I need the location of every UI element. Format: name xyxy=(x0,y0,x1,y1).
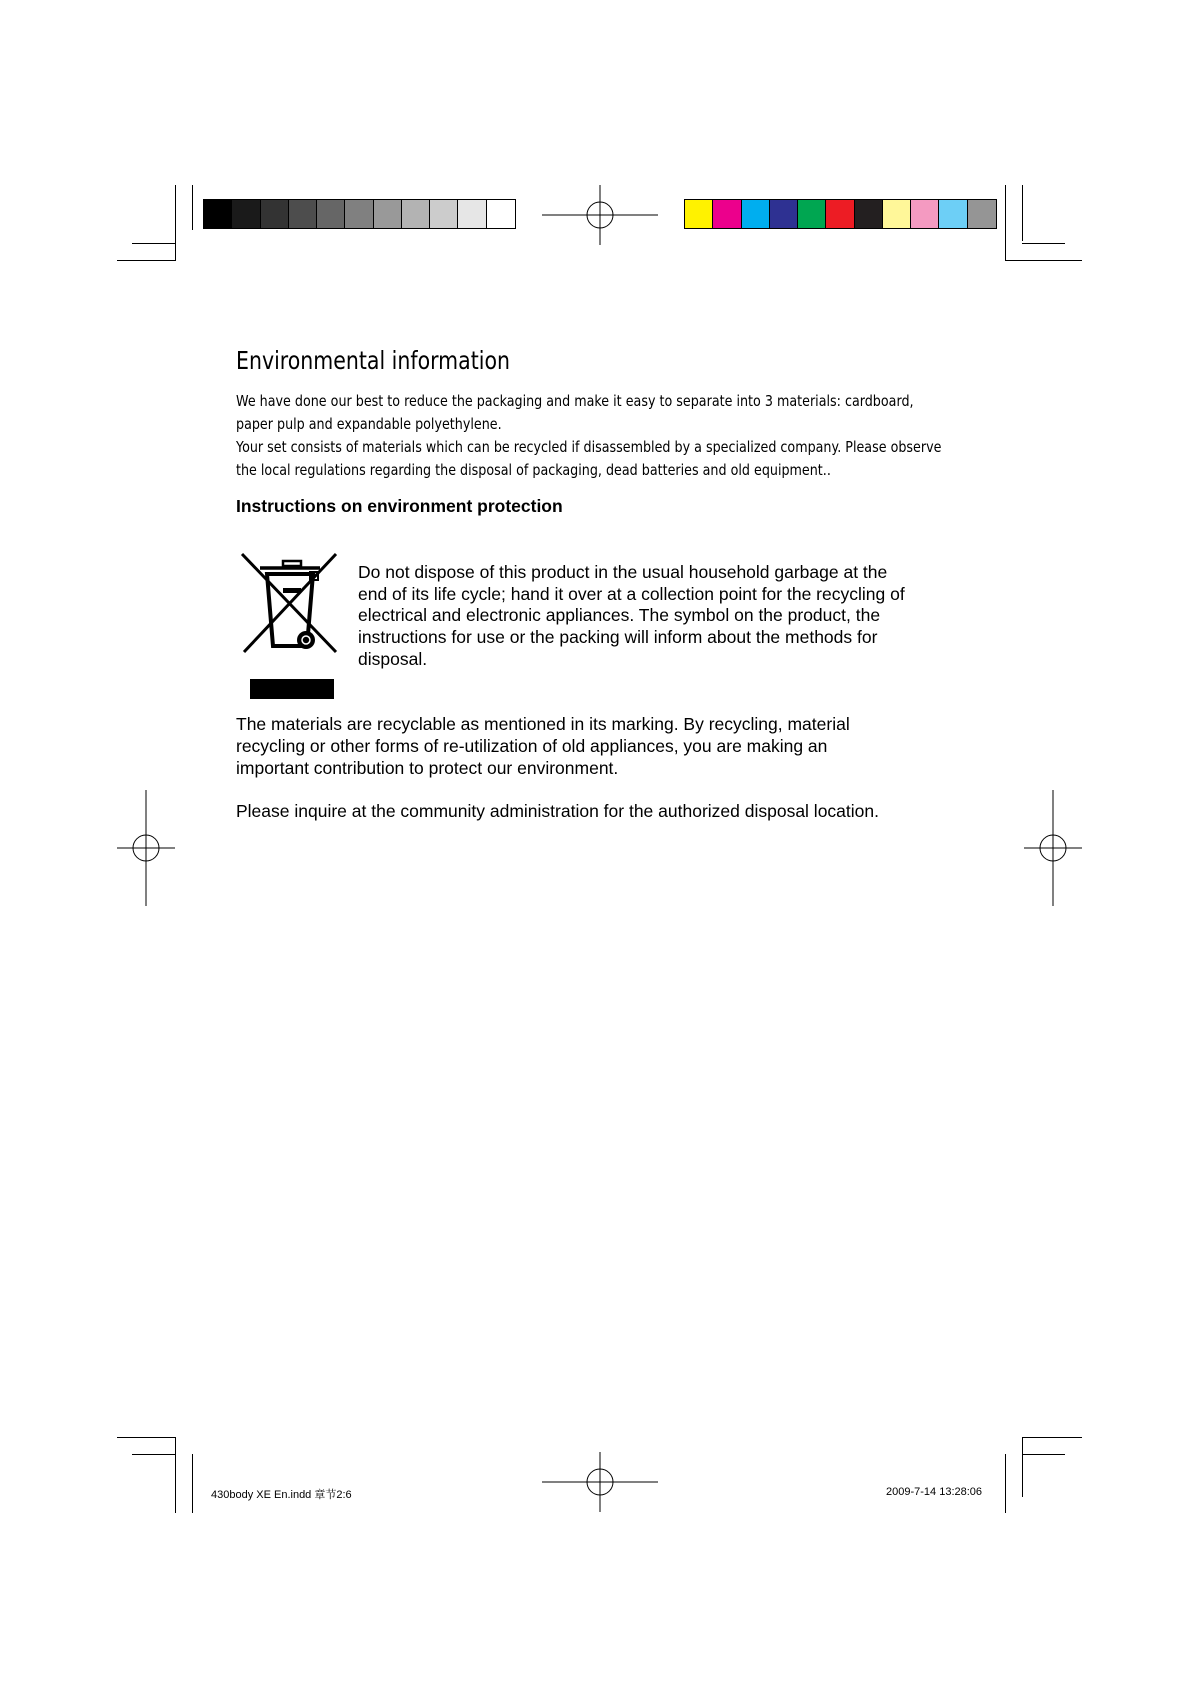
crop-mark xyxy=(192,1454,193,1513)
crop-mark xyxy=(192,185,193,230)
crop-mark xyxy=(175,185,176,261)
crossed-out-wheelie-bin-icon xyxy=(240,552,340,702)
registration-mark-icon xyxy=(542,185,658,245)
crop-mark xyxy=(132,243,175,244)
weee-line: instructions for use or the packing will inform about the methods for xyxy=(358,627,878,647)
color-swatch xyxy=(713,200,741,228)
color-swatch xyxy=(402,200,430,228)
file-slug: 430body XE En.indd 章节2:6 xyxy=(211,1489,352,1501)
crop-mark xyxy=(1005,260,1082,261)
weee-line: Do not dispose of this product in the usual household garbage at the xyxy=(358,562,888,582)
intro-line: Your set consists of materials which can be recycled if disassembled by a specialized company. Please observe xyxy=(236,438,942,456)
weee-line: electrical and electronic appliances. The symbol on the product, the xyxy=(358,605,881,625)
weee-line: disposal. xyxy=(358,649,428,669)
crop-mark xyxy=(1022,185,1023,241)
registration-mark-icon xyxy=(542,1452,658,1512)
registration-mark-icon xyxy=(117,790,175,906)
registration-mark-icon xyxy=(1024,790,1082,906)
recycle-line: The materials are recyclable as mentioned in its marking. By recycling, material xyxy=(236,714,850,734)
crop-mark xyxy=(1022,1437,1082,1438)
color-swatch xyxy=(911,200,939,228)
color-swatch xyxy=(798,200,826,228)
color-swatch xyxy=(204,200,232,228)
color-swatch xyxy=(317,200,345,228)
weee-line: end of its life cycle; hand it over at a collection point for the recycling of xyxy=(358,584,905,604)
crop-mark xyxy=(1022,1437,1023,1497)
color-swatch xyxy=(232,200,260,228)
color-swatch xyxy=(742,200,770,228)
intro-line: the local regulations regarding the disposal of packaging, dead batteries and old equipment.. xyxy=(236,461,831,479)
color-swatch xyxy=(345,200,373,228)
intro-line: We have done our best to reduce the packaging and make it easy to separate into 3 materials: cardboard, xyxy=(236,392,914,410)
recycle-line: recycling or other forms of re-utilization of old appliances, you are making an xyxy=(236,736,828,756)
crop-mark xyxy=(1022,1454,1065,1455)
timestamp: 2009-7-14 13:28:06 xyxy=(886,1486,983,1498)
color-swatch xyxy=(374,200,402,228)
color-swatch xyxy=(458,200,486,228)
intro-line: paper pulp and expandable polyethylene. xyxy=(236,415,502,433)
color-swatch xyxy=(487,200,515,228)
color-swatch xyxy=(430,200,458,228)
crop-mark xyxy=(1005,1454,1006,1513)
page-title: Environmental information xyxy=(236,346,510,375)
crop-mark xyxy=(132,1454,175,1455)
color-swatch xyxy=(770,200,798,228)
grayscale-color-bar xyxy=(203,199,516,229)
crop-mark xyxy=(117,260,175,261)
crop-mark xyxy=(175,1437,176,1513)
recycle-line: important contribution to protect our environment. xyxy=(236,758,619,778)
color-swatch xyxy=(826,200,854,228)
color-swatch xyxy=(855,200,883,228)
crop-mark xyxy=(117,1437,175,1438)
section-heading: Instructions on environment protection xyxy=(236,496,563,516)
process-color-bar xyxy=(684,199,997,229)
color-swatch xyxy=(685,200,713,228)
color-swatch xyxy=(289,200,317,228)
crop-mark xyxy=(1022,243,1065,244)
inquire-line: Please inquire at the community administration for the authorized disposal location. xyxy=(236,801,879,821)
color-swatch xyxy=(939,200,967,228)
color-swatch xyxy=(261,200,289,228)
color-swatch xyxy=(883,200,911,228)
color-swatch xyxy=(968,200,996,228)
crop-mark xyxy=(1005,185,1006,261)
